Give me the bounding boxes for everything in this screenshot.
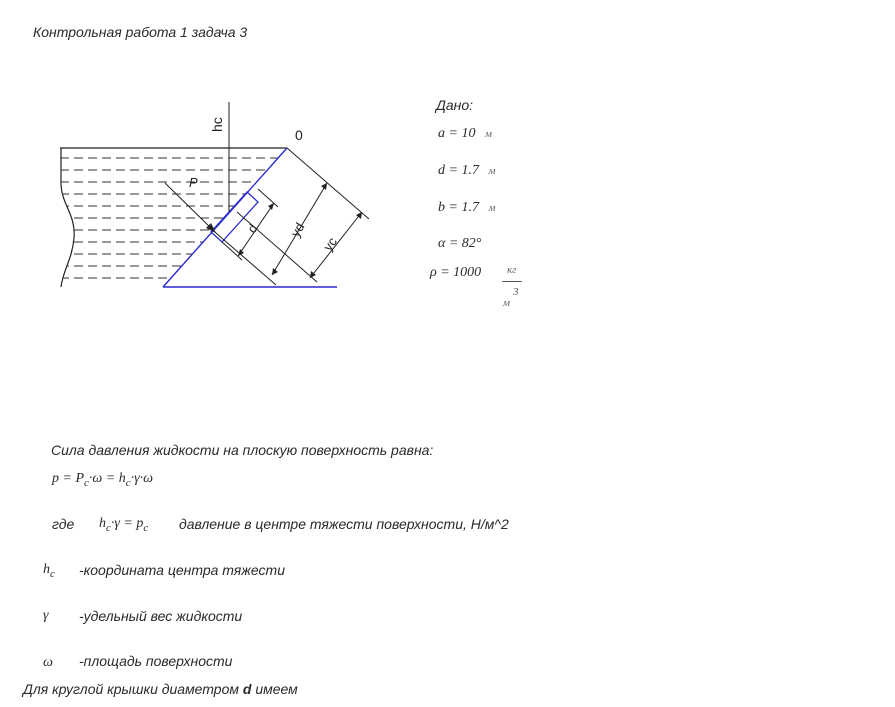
given-a-unit: м bbox=[484, 128, 492, 140]
given-b-value: b = 1.7 bbox=[438, 200, 479, 215]
where-description: давление в центре тяжести поверхности, Н/м^2 bbox=[179, 516, 509, 532]
where-sub-c2: c bbox=[143, 522, 149, 534]
omega-symbol: ω bbox=[43, 655, 53, 670]
given-d bbox=[438, 163, 495, 179]
where-label: где bbox=[52, 516, 75, 532]
hc-symbol-sub: c bbox=[50, 568, 55, 580]
circle-lid-line bbox=[23, 681, 298, 697]
formula-omega: ·ω = h bbox=[88, 471, 126, 486]
force-arrow bbox=[165, 183, 216, 233]
label-yc: yc bbox=[320, 234, 340, 254]
label-o: 0 bbox=[295, 127, 303, 143]
formula-tail: ·γ·ω bbox=[130, 471, 154, 486]
hydrostatic-diagram bbox=[0, 0, 420, 310]
circle-prefix: Для круглой крышки диаметром bbox=[23, 681, 239, 697]
given-alpha: α = 82° bbox=[438, 236, 482, 251]
label-d: d bbox=[244, 221, 261, 236]
where-sub-c1: c bbox=[106, 522, 111, 534]
circle-suffix: имеем bbox=[255, 681, 298, 697]
page-title: Контрольная работа 1 задача 3 bbox=[33, 24, 248, 40]
formula-sub-c2: c bbox=[125, 477, 131, 489]
label-hc: hc bbox=[209, 117, 225, 132]
rho-unit-den-letter: м bbox=[503, 297, 511, 309]
given-a bbox=[438, 126, 492, 142]
omega-description: -площадь поверхности bbox=[79, 653, 233, 669]
gamma-description: -удельный вес жидкости bbox=[79, 608, 243, 624]
force-intro: Сила давления жидкости на плоскую поверхность равна: bbox=[51, 442, 434, 458]
given-rho: ρ = 1000 bbox=[430, 265, 482, 280]
given-b-unit: м bbox=[488, 202, 496, 214]
inclined-wall bbox=[163, 148, 287, 287]
where-h: h bbox=[99, 516, 106, 531]
where-mid: ·γ = p bbox=[110, 516, 144, 531]
rho-unit-exponent: 3 bbox=[513, 286, 519, 298]
hc-symbol bbox=[43, 562, 55, 578]
given-d-unit: м bbox=[488, 165, 496, 177]
given-b bbox=[438, 200, 495, 216]
hc-symbol-h: h bbox=[43, 562, 50, 577]
label-p: P bbox=[189, 175, 198, 190]
given-heading: Дано: bbox=[436, 97, 474, 113]
label-yd: yd bbox=[287, 220, 308, 240]
given-d-value: d = 1.7 bbox=[438, 163, 479, 178]
gamma-symbol: γ bbox=[43, 608, 49, 623]
circle-d: d bbox=[242, 681, 252, 697]
where-formula bbox=[99, 516, 148, 532]
rho-unit-numerator: кг bbox=[507, 264, 517, 276]
rho-unit-fraction-bar bbox=[502, 281, 522, 282]
hc-description: -координата центра тяжести bbox=[79, 562, 285, 578]
formula-sub-c1: c bbox=[84, 477, 89, 489]
rho-unit-denominator bbox=[503, 297, 510, 309]
formula-p bbox=[52, 471, 153, 487]
given-a-value: a = 10 bbox=[438, 126, 476, 141]
formula-p-start: p = P bbox=[52, 471, 84, 486]
